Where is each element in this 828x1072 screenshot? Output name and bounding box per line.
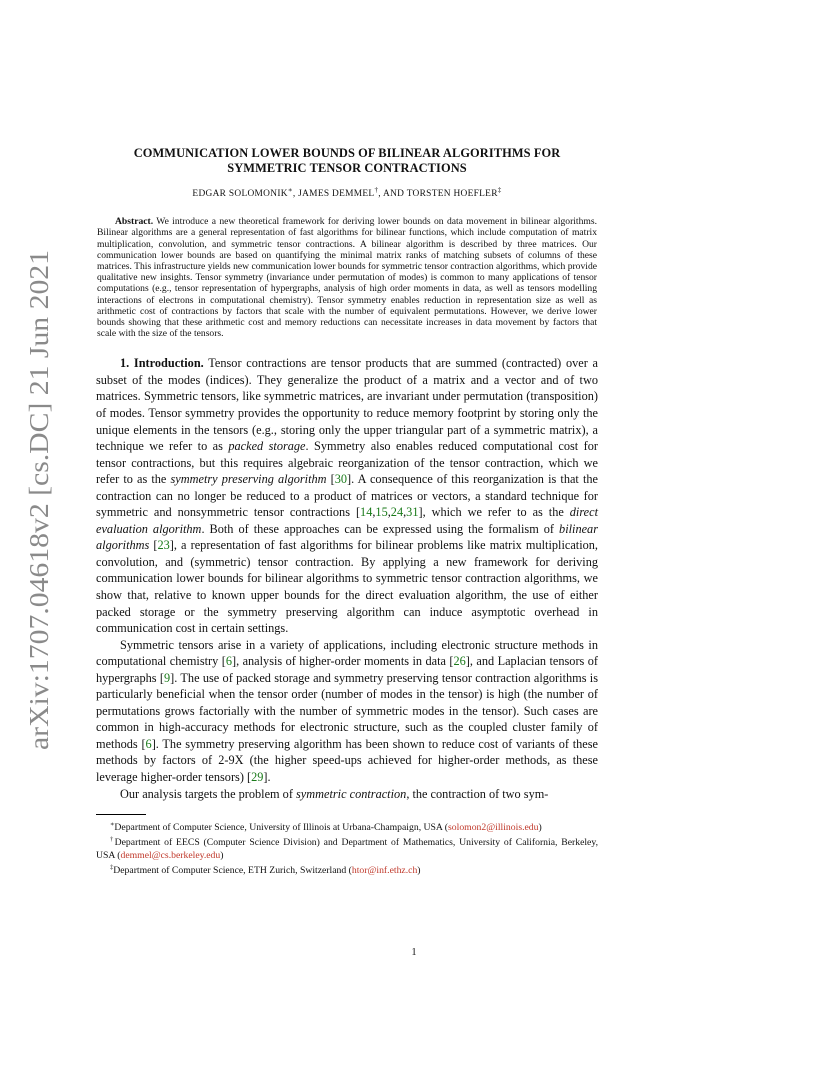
title-line-1: COMMUNICATION LOWER BOUNDS OF BILINEAR ALGORITHMS FOR [133,146,561,160]
citation-link[interactable]: 23 [157,538,170,553]
text-run: ]. The symmetry preserving algorithm has been shown to reduce cost of variants of these methods by factors of 2-9X (the higher speed-ups achieved for higher-order methods, as these leverage higher-order tensors) [ [96,736,598,785]
emphasis-term: packed storage [228,439,306,454]
emphasis-term: bilinear algorithms [96,521,598,553]
abstract-label: Abstract. [115,216,154,228]
text-run: . Symmetry also enables reduced computational cost for tensor contractions, but this requires algebraic reorganization of the tensor contraction, which we refer to as the [96,439,598,487]
citation-link[interactable]: 14 [360,505,373,520]
abstract-text: We introduce a new theoretical framework for deriving lower bounds on data movement in bilinear algorithms. Bilinear algorithms are a general representation of fast algorithms for bilinear functions, which include computation of matrix multiplication, convolution, and symmetric tensor contractions. A bilinear algorithm is described by three matrices. Our communication lower bounds are based on quantifying the minimal matrix ranks of matching subsets of columns of these matrices. This infrastructure yields new communication lower bounds for symmetric tensor contraction algorithms, which provide qualitative new insights. Tensor symmetry (invariance under permutation of modes) is common to many applications of tensor computations (e.g., tensor representation of hypergraphs, analysis of high order moments in data, as well as tensors modelling interactions of electrons in computational chemistry). Tensor symmetry enables reduction in representation size as well as arithmetic cost of contractions by factors that scale with the number of equivalent permutations. However, we derive lower bounds showing that these arithmetic cost and memory reductions can necessitate increases in data movement by factors that scale with the size of the tensors. [97,216,597,340]
text-run: ], a representation of fast algorithms for bilinear problems like matrix multiplication, convolution, and (symmetric) tensor contraction. By applying a new framework for deriving communication lower bounds for bilinear algorithms to symmetric tensor contraction algorithms, we show that, relative to known upper bounds for the direct evaluation algorithm, the use of either packed storage or the symmetry preserving algorithm can induce asymptotic overhead in communication cost in certain settings. [96,538,598,636]
citation-link[interactable]: 15 [375,505,388,520]
footnote-end: ) [538,822,542,834]
author-3-mark: ‡ [497,186,502,194]
email-link[interactable]: solomon2@illinois.edu [448,822,539,834]
footnote-text: Department of EECS (Computer Science Division) and Department of Mathematics, University of California, Berkeley, USA ( [96,837,598,861]
text-run: ]. A consequence of this reorganization is that the contraction can no longer be reduced to a product of matrices or vectors, a standard technique for symmetric and nonsymmetric tensor contractions [ [96,472,598,520]
arxiv-identifier-stamp [22,250,56,750]
footnotes [96,819,598,877]
section-heading: 1. Introduction. [120,356,204,371]
abstract [96,216,598,339]
paper-page [96,146,598,877]
footnote [96,834,598,861]
footnote-end: ) [220,849,224,861]
page-number: 1 [411,947,417,958]
citation-link[interactable]: 30 [334,472,348,487]
emphasis-term: symmetric contraction [296,786,407,801]
citation-link[interactable]: 26 [453,654,466,669]
emphasis-term: symmetry preserving algorithm [170,472,327,487]
citation-link[interactable]: 31 [406,505,419,520]
text-run: [ [149,538,158,553]
emphasis-term: direct evaluation algorithm [96,505,598,536]
footnote [96,819,598,834]
text-run: Our analysis targets the problem of [120,786,296,801]
email-link[interactable]: htor@inf.ethz.ch [351,864,418,876]
text-run: ], which we refer to as the [418,505,570,520]
author-list [96,186,598,199]
author-3: , AND TORSTEN HOEFLER [378,189,498,200]
text-run: , [372,505,376,520]
text-run: ], analysis of higher-order moments in data [ [231,654,454,669]
text-run: ]. [263,770,271,785]
email-link[interactable]: demmel@cs.berkeley.edu [120,849,221,861]
text-run: . Both of these approaches can be expressed using the formalism of [201,521,560,536]
text-run: [ [326,472,335,487]
text-run: Symmetric tensors arise in a variety of applications, including electronic structure methods in computational chemistry [ [96,637,598,669]
author-1: EDGAR SOLOMONIK [192,189,288,200]
text-run: ]. The use of packed storage and symmetry preserving tensor contraction algorithms is particularly beneficial when the tensor order (number of modes in the tensor) is high (the number of permutations grows factorially with the number of symmetric modes in the tensor). Such cases are common in high-accuracy methods for electronic structure, such as the coupled cluster family of methods [ [96,670,599,751]
intro-paragraph-2 [96,637,598,786]
arxiv-identifier: arXiv:1707.04618v2 [cs.DC] 21 Jun 2021 [24,295,54,750]
footnote-text: Department of Computer Science, University of Illinois at Urbana-Champaign, USA ( [114,822,449,834]
footnote-end: ) [417,864,421,876]
text-run: , [403,505,407,520]
footnote-mark: ∗ [110,821,115,829]
footnote [96,862,598,877]
intro-paragraph-3 [96,786,598,803]
author-1-mark: ∗ [287,186,293,194]
text-run: , the contraction of two sym- [406,786,549,801]
paper-title [96,146,598,176]
intro-paragraph-1 [96,355,598,636]
footnote-rule [96,814,146,815]
footnote-text: Department of Computer Science, ETH Zurich, Switzerland ( [113,864,352,876]
text-run: , [387,505,391,520]
citation-link[interactable]: 6 [225,654,232,669]
citation-link[interactable]: 24 [390,505,404,520]
footnote-mark: ‡ [110,863,114,871]
author-2: , JAMES DEMMEL [292,189,375,200]
footnote-mark: † [110,836,115,844]
citation-link[interactable]: 9 [163,670,171,685]
citation-link[interactable]: 6 [145,736,152,751]
introduction-section [96,355,598,802]
text-run: Tensor contractions are tensor products that are summed (contracted) over a subset of the modes (indices). They generalize the product of a matrix and a vector and of two matrices. Symmetric tensors, like symmetric matrices, are invariant under permutation (transposition) of modes. Tensor symmetry provides the opportunity to reduce memory footprint by storing only the unique elements in the tensors (e.g., storing only the upper triangular part of a symmetric matrix), a technique we refer to as [96,356,598,454]
text-run: ], and Laplacian tensors of hypergraphs [ [96,654,598,685]
title-line-2: SYMMETRIC TENSOR CONTRACTIONS [227,161,467,175]
author-2-mark: † [374,186,379,194]
citation-link[interactable]: 29 [251,770,264,785]
